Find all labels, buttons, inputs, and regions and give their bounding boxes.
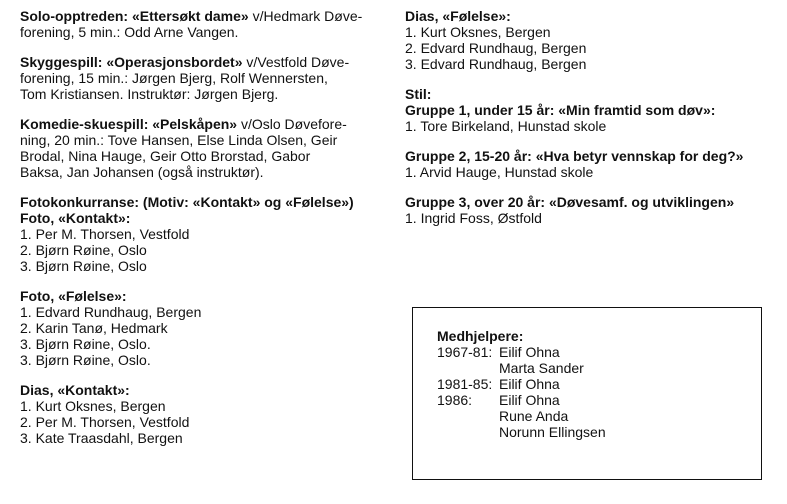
helper-period: 1967-81: <box>437 344 493 360</box>
helper-period: 1986: <box>437 392 473 408</box>
helper-name: Eilif Ohna <box>499 376 560 392</box>
dias-kontakt-item: 2. Per M. Thorsen, Vestfold <box>20 414 190 430</box>
komedie-line-2: ning, 20 min.: Tove Hansen, Else Linda Olsen, Geir <box>20 132 338 148</box>
foto-kontakt-heading: Foto, «Kontakt»: <box>20 210 131 226</box>
helper-row <box>437 360 606 376</box>
solo-line-2: forening, 5 min.: Odd Arne Vangen. <box>20 24 239 40</box>
foto-folelse-item: 3. Bjørn Røine, Oslo. <box>20 352 151 368</box>
stil-gruppe3-winner: 1. Ingrid Foss, Østfold <box>405 210 542 226</box>
helper-period <box>437 408 499 424</box>
stil-group1 <box>405 86 777 134</box>
stil-gruppe2-heading: Gruppe 2, 15-20 år: «Hva betyr vennskap for deg?» <box>405 148 744 164</box>
helper-name: Marta Sander <box>499 360 584 376</box>
dias-kontakt-item: 1. Kurt Oksnes, Bergen <box>20 398 166 414</box>
foto-folelse-item: 2. Karin Tanø, Hedmark <box>20 320 168 336</box>
komedie-line1-rest: v/Oslo Døvefore- <box>237 116 347 132</box>
helper-name: Rune Anda <box>499 408 569 424</box>
dias-folelse-item: 1. Kurt Oksnes, Bergen <box>405 24 551 40</box>
foto-folelse-item: 3. Bjørn Røine, Oslo. <box>20 336 151 352</box>
stil-group2 <box>405 148 777 180</box>
komedie-title: Komedie-skuespill: «Pelskåpen» <box>20 116 238 132</box>
stil-gruppe3-heading: Gruppe 3, over 20 år: «Døvesamf. og utviklingen» <box>405 194 735 210</box>
skyggespill-line-3: Tom Kristiansen. Instruktør: Jørgen Bjerg. <box>20 86 279 102</box>
komedie-line-1 <box>20 116 385 132</box>
helper-period <box>437 424 499 440</box>
helper-name: Eilif Ohna <box>499 392 560 408</box>
helper-period: 1981-85: <box>437 376 493 392</box>
stil-group3 <box>405 194 777 226</box>
dias-folelse-heading: Dias, «Følelse»: <box>405 8 511 24</box>
dias-kontakt-section <box>20 382 385 446</box>
solo-entry <box>20 8 385 40</box>
solo-line1-rest: v/Hedmark Døve- <box>248 8 363 24</box>
helper-row <box>437 408 606 424</box>
skyggespill-line-1 <box>20 54 385 70</box>
foto-kontakt-item: 3. Bjørn Røine, Oslo <box>20 258 147 274</box>
dias-kontakt-heading: Dias, «Kontakt»: <box>20 382 130 398</box>
foto-folelse-heading: Foto, «Følelse»: <box>20 288 127 304</box>
skyggespill-line1-rest: v/Vestfold Døve- <box>242 54 350 70</box>
komedie-line-4: Baksa, Jan Johansen (også instruktør). <box>20 164 264 180</box>
foto-folelse-section <box>20 288 385 368</box>
helper-period <box>437 360 499 376</box>
dias-folelse-section <box>405 8 777 72</box>
skyggespill-title: Skyggespill: «Operasjonsbordet» <box>20 54 243 70</box>
foto-kontakt-section <box>20 194 385 274</box>
komedie-entry <box>20 116 385 180</box>
solo-line-1 <box>20 8 385 24</box>
helper-row <box>437 392 606 408</box>
fotokonkurranse-heading: Fotokonkurranse: (Motiv: «Kontakt» og «Følelse») <box>20 194 354 210</box>
helpers-list <box>437 328 606 440</box>
helper-name: Norunn Ellingsen <box>499 424 606 440</box>
dias-kontakt-item: 3. Kate Traasdahl, Bergen <box>20 430 183 446</box>
helper-row <box>437 376 606 392</box>
stil-heading: Stil: <box>405 86 432 102</box>
helper-row <box>437 424 606 440</box>
stil-gruppe1-winner: 1. Tore Birkeland, Hunstad skole <box>405 118 607 134</box>
foto-folelse-item: 1. Edvard Rundhaug, Bergen <box>20 304 202 320</box>
skyggespill-entry <box>20 54 385 102</box>
helper-row <box>437 344 606 360</box>
foto-kontakt-item: 2. Bjørn Røine, Oslo <box>20 242 147 258</box>
stil-gruppe2-winner: 1. Arvid Hauge, Hunstad skole <box>405 164 594 180</box>
helper-name: Eilif Ohna <box>499 344 560 360</box>
helpers-heading: Medhjelpere: <box>437 328 524 344</box>
skyggespill-line-2: forening, 15 min.: Jørgen Bjerg, Rolf Wennersten, <box>20 70 328 86</box>
solo-title: Solo-opptreden: «Ettersøkt dame» <box>20 8 249 24</box>
helpers-box <box>412 307 762 480</box>
stil-gruppe1-heading: Gruppe 1, under 15 år: «Min framtid som døv»: <box>405 102 716 118</box>
foto-kontakt-item: 1. Per M. Thorsen, Vestfold <box>20 226 190 242</box>
left-column <box>20 8 385 460</box>
dias-folelse-item: 3. Edvard Rundhaug, Bergen <box>405 56 587 72</box>
komedie-line-3: Brodal, Nina Hauge, Geir Otto Brorstad, Gabor <box>20 148 311 164</box>
dias-folelse-item: 2. Edvard Rundhaug, Bergen <box>405 40 587 56</box>
right-column <box>405 8 777 240</box>
